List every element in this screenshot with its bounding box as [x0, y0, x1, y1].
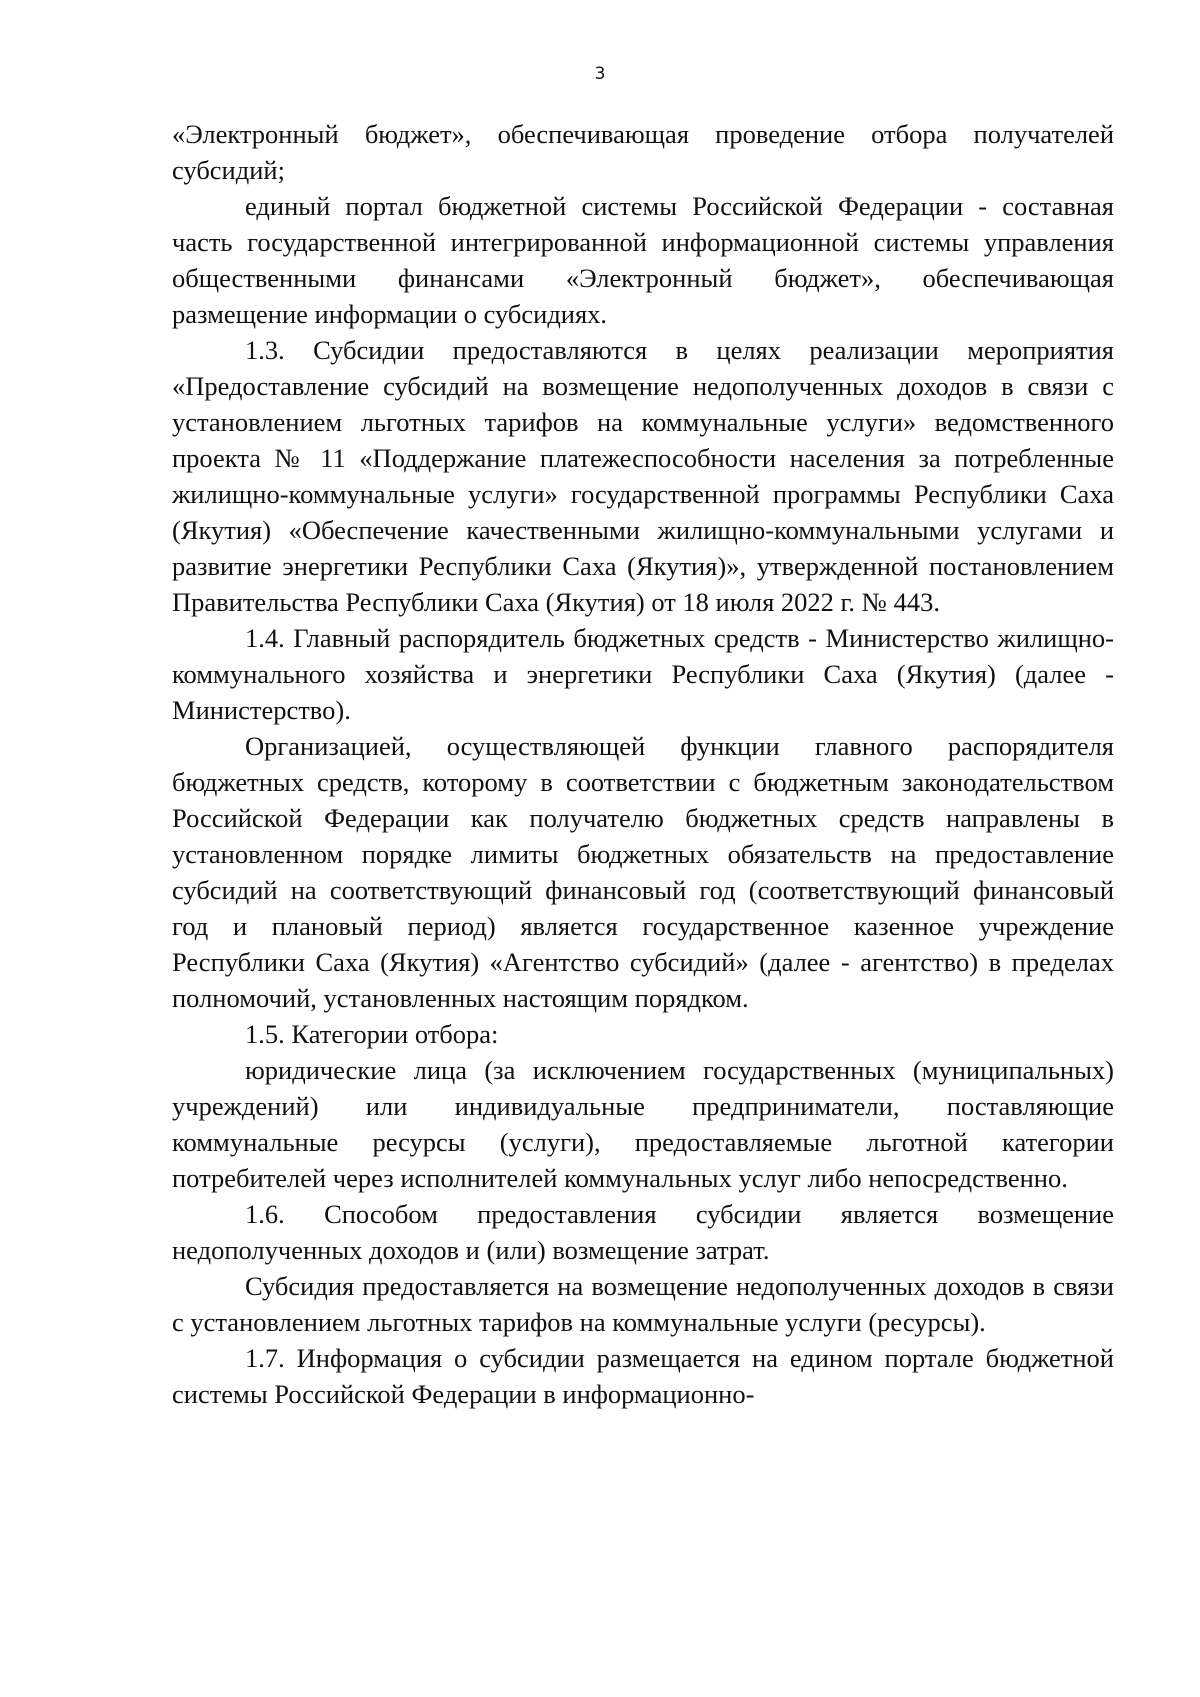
document-body	[172, 116, 1114, 1412]
paragraph-1-3: 1.3. Субсидии предоставляются в целях реализации мероприятия «Предоставление субсидий на возмещение недополученных доходов в связи с установлением льготных тарифов на коммунальные услуги» ведомственного проекта № 11 «Поддержание платежеспособности населения за потребленные жилищно-коммунальные услуги» государственной программы Республики Саха (Якутия) «Обеспечение качественными жилищно-коммунальными услугами и развитие энергетики Республики Саха (Якутия)», утвержденной постановлением Правительства Республики Саха (Якутия) от 18 июля 2022 г. № 443.	[172, 335, 1114, 617]
paragraph-1-4: 1.4. Главный распорядитель бюджетных средств - Министерство жилищно-коммунального хозяйства и энергетики Республики Саха (Якутия) (далее - Министерство).	[172, 623, 1114, 725]
page-number: 3	[594, 64, 606, 84]
paragraph-categories: юридические лица (за исключением государственных (муниципальных) учреждений) или индивидуальные предприниматели, поставляющие коммунальные ресурсы (услуги), предоставляемые льготной категории потребителей через исполнителей коммунальных услуг либо непосредственно.	[172, 1055, 1114, 1193]
paragraph-1-7: 1.7. Информация о субсидии размещается на едином портале бюджетной системы Российской Федерации в информационно-	[172, 1343, 1114, 1409]
paragraph-subsidy-purpose: Субсидия предоставляется на возмещение недополученных доходов в связи с установлением льготных тарифов на коммунальные услуги (ресурсы).	[172, 1271, 1114, 1337]
paragraph-1-6: 1.6. Способом предоставления субсидии является возмещение недополученных доходов и (или) возмещение затрат.	[172, 1199, 1114, 1265]
paragraph-1-5: 1.5. Категории отбора:	[245, 1019, 499, 1049]
paragraph-unified-portal: единый портал бюджетной системы Российской Федерации - составная часть государственной интегрированной информационной системы управления общественными финансами «Электронный бюджет», обеспечивающая размещение информации о субсидиях.	[172, 191, 1114, 329]
paragraph-agency: Организацией, осуществляющей функции главного распорядителя бюджетных средств, которому в соответствии с бюджетным законодательством Российской Федерации как получателю бюджетных средств направлены в установленном порядке лимиты бюджетных обязательств на предоставление субсидий на соответствующий финансовый год (соответствующий финансовый год и плановый период) является государственное казенное учреждение Республики Саха (Якутия) «Агентство субсидий» (далее - агентство) в пределах полномочий, установленных настоящим порядком.	[172, 731, 1114, 1013]
paragraph-continuation: «Электронный бюджет», обеспечивающая проведение отбора получателей субсидий;	[172, 119, 1114, 185]
